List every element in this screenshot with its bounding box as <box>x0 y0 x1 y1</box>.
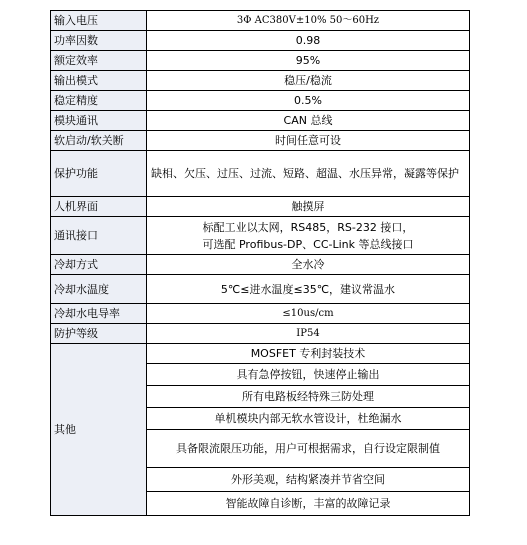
table-row <box>51 217 470 255</box>
table-row <box>51 111 470 131</box>
other-item: 智能故障自诊断，丰富的故障记录 <box>147 492 470 516</box>
row-label: 保护功能 <box>51 151 147 197</box>
spec-table <box>50 10 470 516</box>
row-label: 功率因数 <box>51 31 147 51</box>
row-label: 软启动/软关断 <box>51 131 147 151</box>
row-label: 输入电压 <box>51 11 147 31</box>
interface-line-1: 标配工业以太网，RS485，RS-232 接口， <box>202 220 414 234</box>
row-label: 冷却水电导率 <box>51 304 147 324</box>
table-row <box>51 255 470 275</box>
row-value: 0.5% <box>147 91 470 111</box>
row-label: 冷却方式 <box>51 255 147 275</box>
other-item: 具有急停按钮，快速停止输出 <box>147 364 470 386</box>
table-row <box>51 344 470 364</box>
table-row <box>51 51 470 71</box>
table-row <box>51 151 470 197</box>
table-row <box>51 304 470 324</box>
other-item: 外形美观，结构紧凑并节省空间 <box>147 468 470 492</box>
other-item: 所有电路板经特殊三防处理 <box>147 386 470 408</box>
row-value: 0.98 <box>147 31 470 51</box>
row-label: 稳定精度 <box>51 91 147 111</box>
table-row <box>51 11 470 31</box>
other-item: MOSFET 专利封装技术 <box>147 344 470 364</box>
row-value: 3Φ AC380V±10% 50～60Hz <box>147 11 470 31</box>
other-item: 具备限流限压功能，用户可根据需求，自行设定限制值 <box>147 430 470 468</box>
table-row <box>51 324 470 344</box>
row-value: 全水冷 <box>147 255 470 275</box>
row-value: 时间任意可设 <box>147 131 470 151</box>
row-label: 额定效率 <box>51 51 147 71</box>
row-value: IP54 <box>147 324 470 344</box>
table-row <box>51 31 470 51</box>
row-label: 通讯接口 <box>51 217 147 255</box>
row-label: 冷却水温度 <box>51 275 147 304</box>
row-value <box>147 217 470 255</box>
row-value: 稳压/稳流 <box>147 71 470 91</box>
protection-text: 缺相、欠压、过压、过流、短路、超温、水压异常，凝露等保护 <box>151 166 459 180</box>
table-row <box>51 275 470 304</box>
row-label: 防护等级 <box>51 324 147 344</box>
row-value <box>147 151 470 197</box>
row-value: 95% <box>147 51 470 71</box>
row-value: 触摸屏 <box>147 197 470 217</box>
row-label: 人机界面 <box>51 197 147 217</box>
row-label: 模块通讯 <box>51 111 147 131</box>
row-label: 输出模式 <box>51 71 147 91</box>
row-value: CAN 总线 <box>147 111 470 131</box>
row-value: 5℃≤进水温度≤35℃，建议常温水 <box>147 275 470 304</box>
other-item: 单机模块内部无软水管设计，杜绝漏水 <box>147 408 470 430</box>
row-value: ≤10us/cm <box>147 304 470 324</box>
table-row <box>51 71 470 91</box>
table-row <box>51 131 470 151</box>
table-row <box>51 91 470 111</box>
table-row <box>51 197 470 217</box>
other-label: 其他 <box>51 344 147 516</box>
interface-line-2: 可选配 Profibus-DP、CC-Link 等总线接口 <box>202 237 414 251</box>
